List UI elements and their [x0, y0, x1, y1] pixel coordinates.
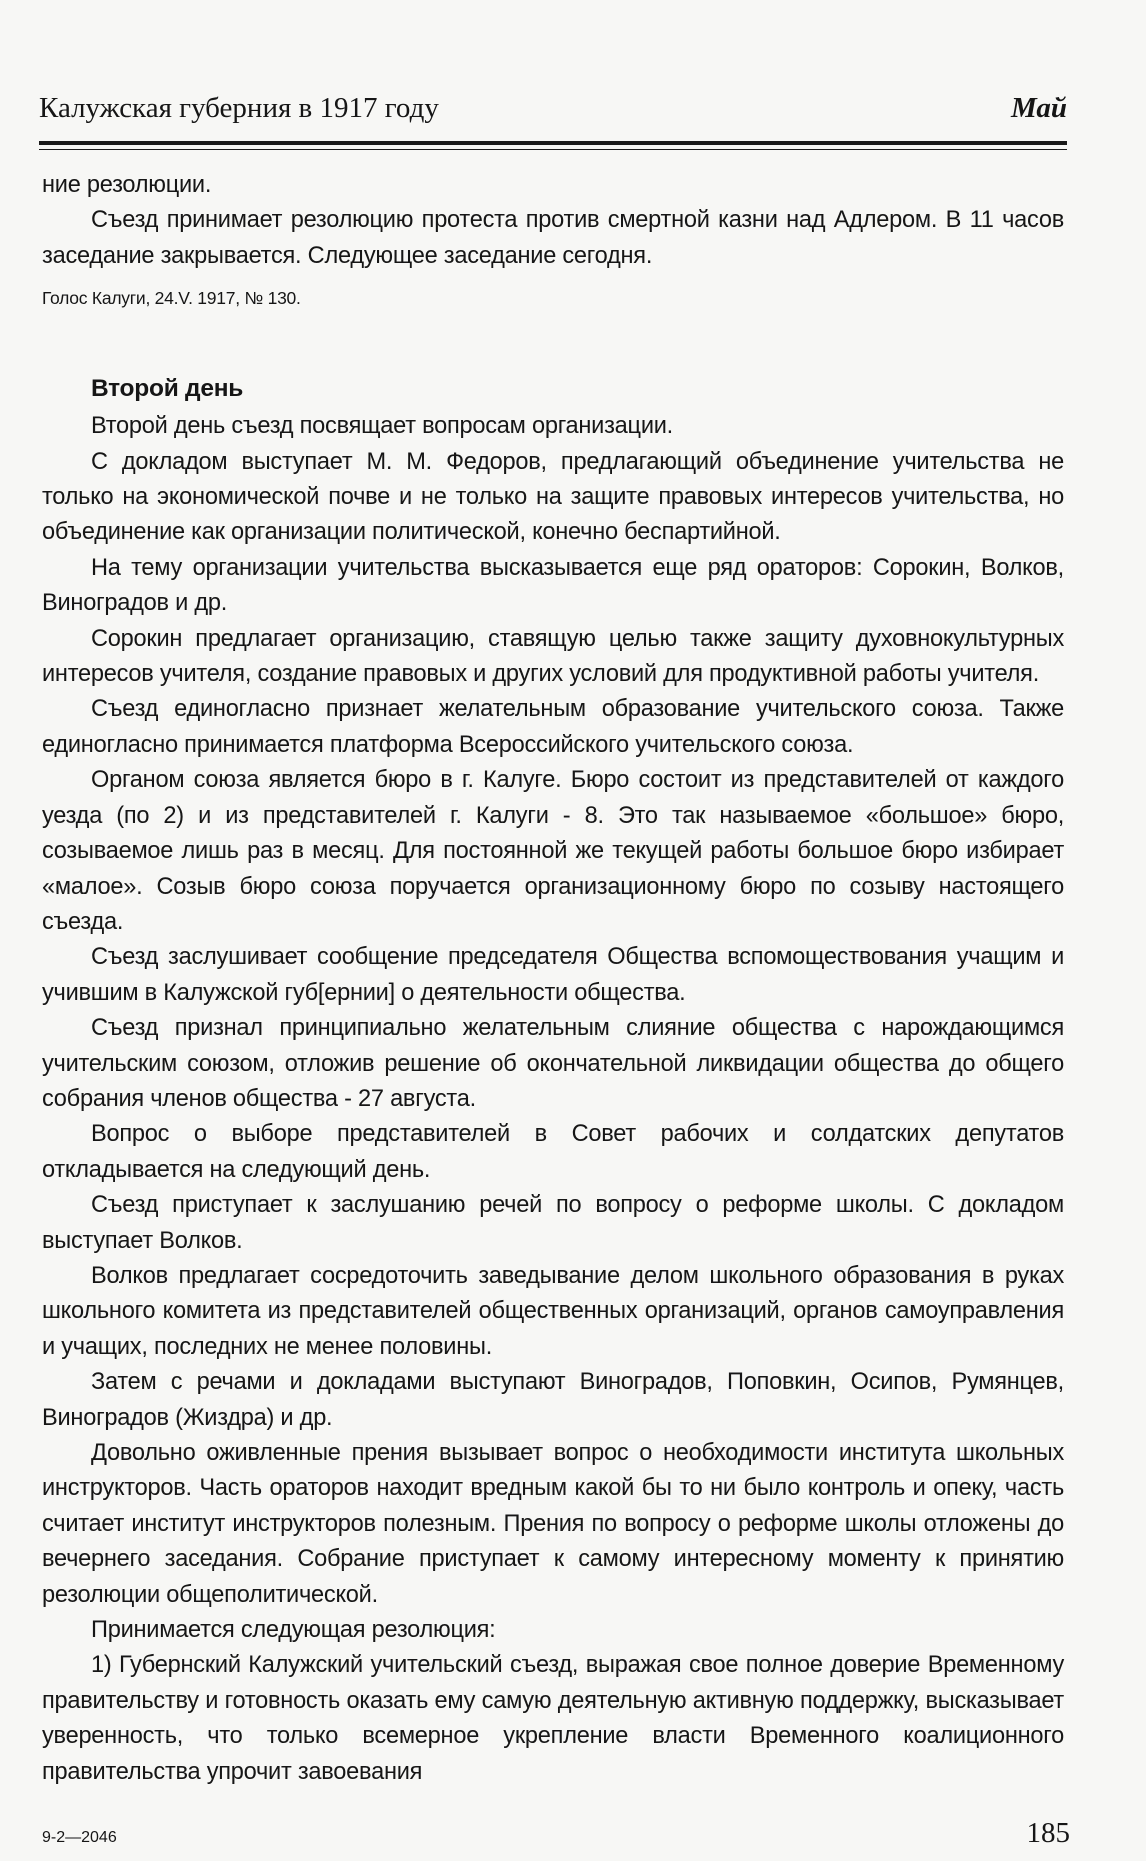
running-header	[39, 92, 1067, 136]
paragraph: Съезд приступает к заслушанию речей по вопросу о реформе школы. С докладом выступает Волков.	[42, 1192, 1064, 1254]
header-rule-thin	[39, 149, 1067, 150]
paragraph: 1) Губернский Калужский учительский съезд, выражая свое полное доверие Временному правительству и готовность оказать ему самую деятельную активную поддержку, высказывает уверенность, что только всемерное укрепление власти Временного коалиционного правительства упрочит завоевания	[42, 1652, 1064, 1785]
page-body	[42, 168, 1064, 1790]
paragraph: Съезд единогласно признает желательным образование учительского союза. Также единогласно принимается платформа Всероссийского учительского союза.	[42, 696, 1064, 758]
page-number: 185	[1026, 1817, 1070, 1849]
paragraph: Съезд заслушивает сообщение председателя Общества вспомоществования учащим и учившим в Калужской губ[ернии] о деятельности общества.	[42, 944, 1064, 1006]
paragraph: Затем с речами и докладами выступают Виноградов, Поповкин, Осипов, Румянцев, Виноградов (Жиздра) и др.	[42, 1369, 1064, 1431]
section-heading: Второй день	[91, 375, 244, 403]
paragraph: Принимается следующая резолюция:	[91, 1617, 496, 1644]
running-month: Май	[1010, 92, 1067, 124]
paragraph: Съезд признал принципиально желательным слияние общества с нарождающимся учительским союзом, отложив решение об окончательной ликвидации общества до общего собрания членов общества - 27 августа.	[42, 1015, 1064, 1112]
running-title: Калужская губерния в 1917 году	[39, 92, 439, 124]
paragraph: На тему организации учительства высказывается еще ряд ораторов: Сорокин, Волков, Виноградов и др.	[42, 554, 1064, 617]
paragraph: ние резолюции.	[42, 172, 212, 198]
paragraph: С докладом выступает М. М. Федоров, предлагающий объединение учительства не только на экономической почве и не только на защите правовых интересов учительства, но объединение как организации политической, конечно беспартийной.	[42, 448, 1064, 546]
paragraph: Сорокин предлагает организацию, ставящую целью также защиту духовнокультурных интересов учителя, создание правовых и других условий для продуктивной работы учителя.	[42, 625, 1064, 688]
paragraph: Довольно оживленные прения вызывает вопрос о необходимости института школьных инструкторов. Часть ораторов находит вредным какой бы то ни было контроль и опеку, часть считает институт инструкторов полезным. Прения по вопросу о реформе школы отложены до вечернего заседания. Собрание приступает к самому интересному моменту к принятию резолюции общеполитической.	[42, 1440, 1064, 1608]
paragraph: Вопрос о выборе представителей в Совет рабочих и солдатских депутатов откладывается на следующий день.	[42, 1121, 1064, 1183]
paragraph: Второй день съезд посвящает вопросам организации.	[91, 413, 673, 440]
paragraph: Волков предлагает сосредоточить заведывание делом школьного образования в руках школьного комитета из представителей общественных организаций, органов самоуправления и учащих, последних не менее половины.	[42, 1262, 1064, 1360]
paragraph: Органом союза является бюро в г. Калуге. Бюро состоит из представителей от каждого уезда (по 2) и из представителей г. Калуги - 8. Это так называемое «большое» бюро, созываемое лишь раз в месяц. Для постоянной же текущей работы большое бюро избирает «малое». Созыв бюро союза поручается организационному бюро по созыву настоящего съезда.	[42, 767, 1064, 935]
paragraph: Съезд принимает резолюцию протеста против смертной казни над Адлером. В 11 часов заседание закрывается. Следующее заседание сегодня.	[42, 207, 1064, 269]
signature-code: 9-2—2046	[42, 1829, 117, 1846]
source-citation: Голос Калуги, 24.V. 1917, № 130.	[42, 288, 301, 309]
header-rule-thick	[39, 141, 1067, 145]
